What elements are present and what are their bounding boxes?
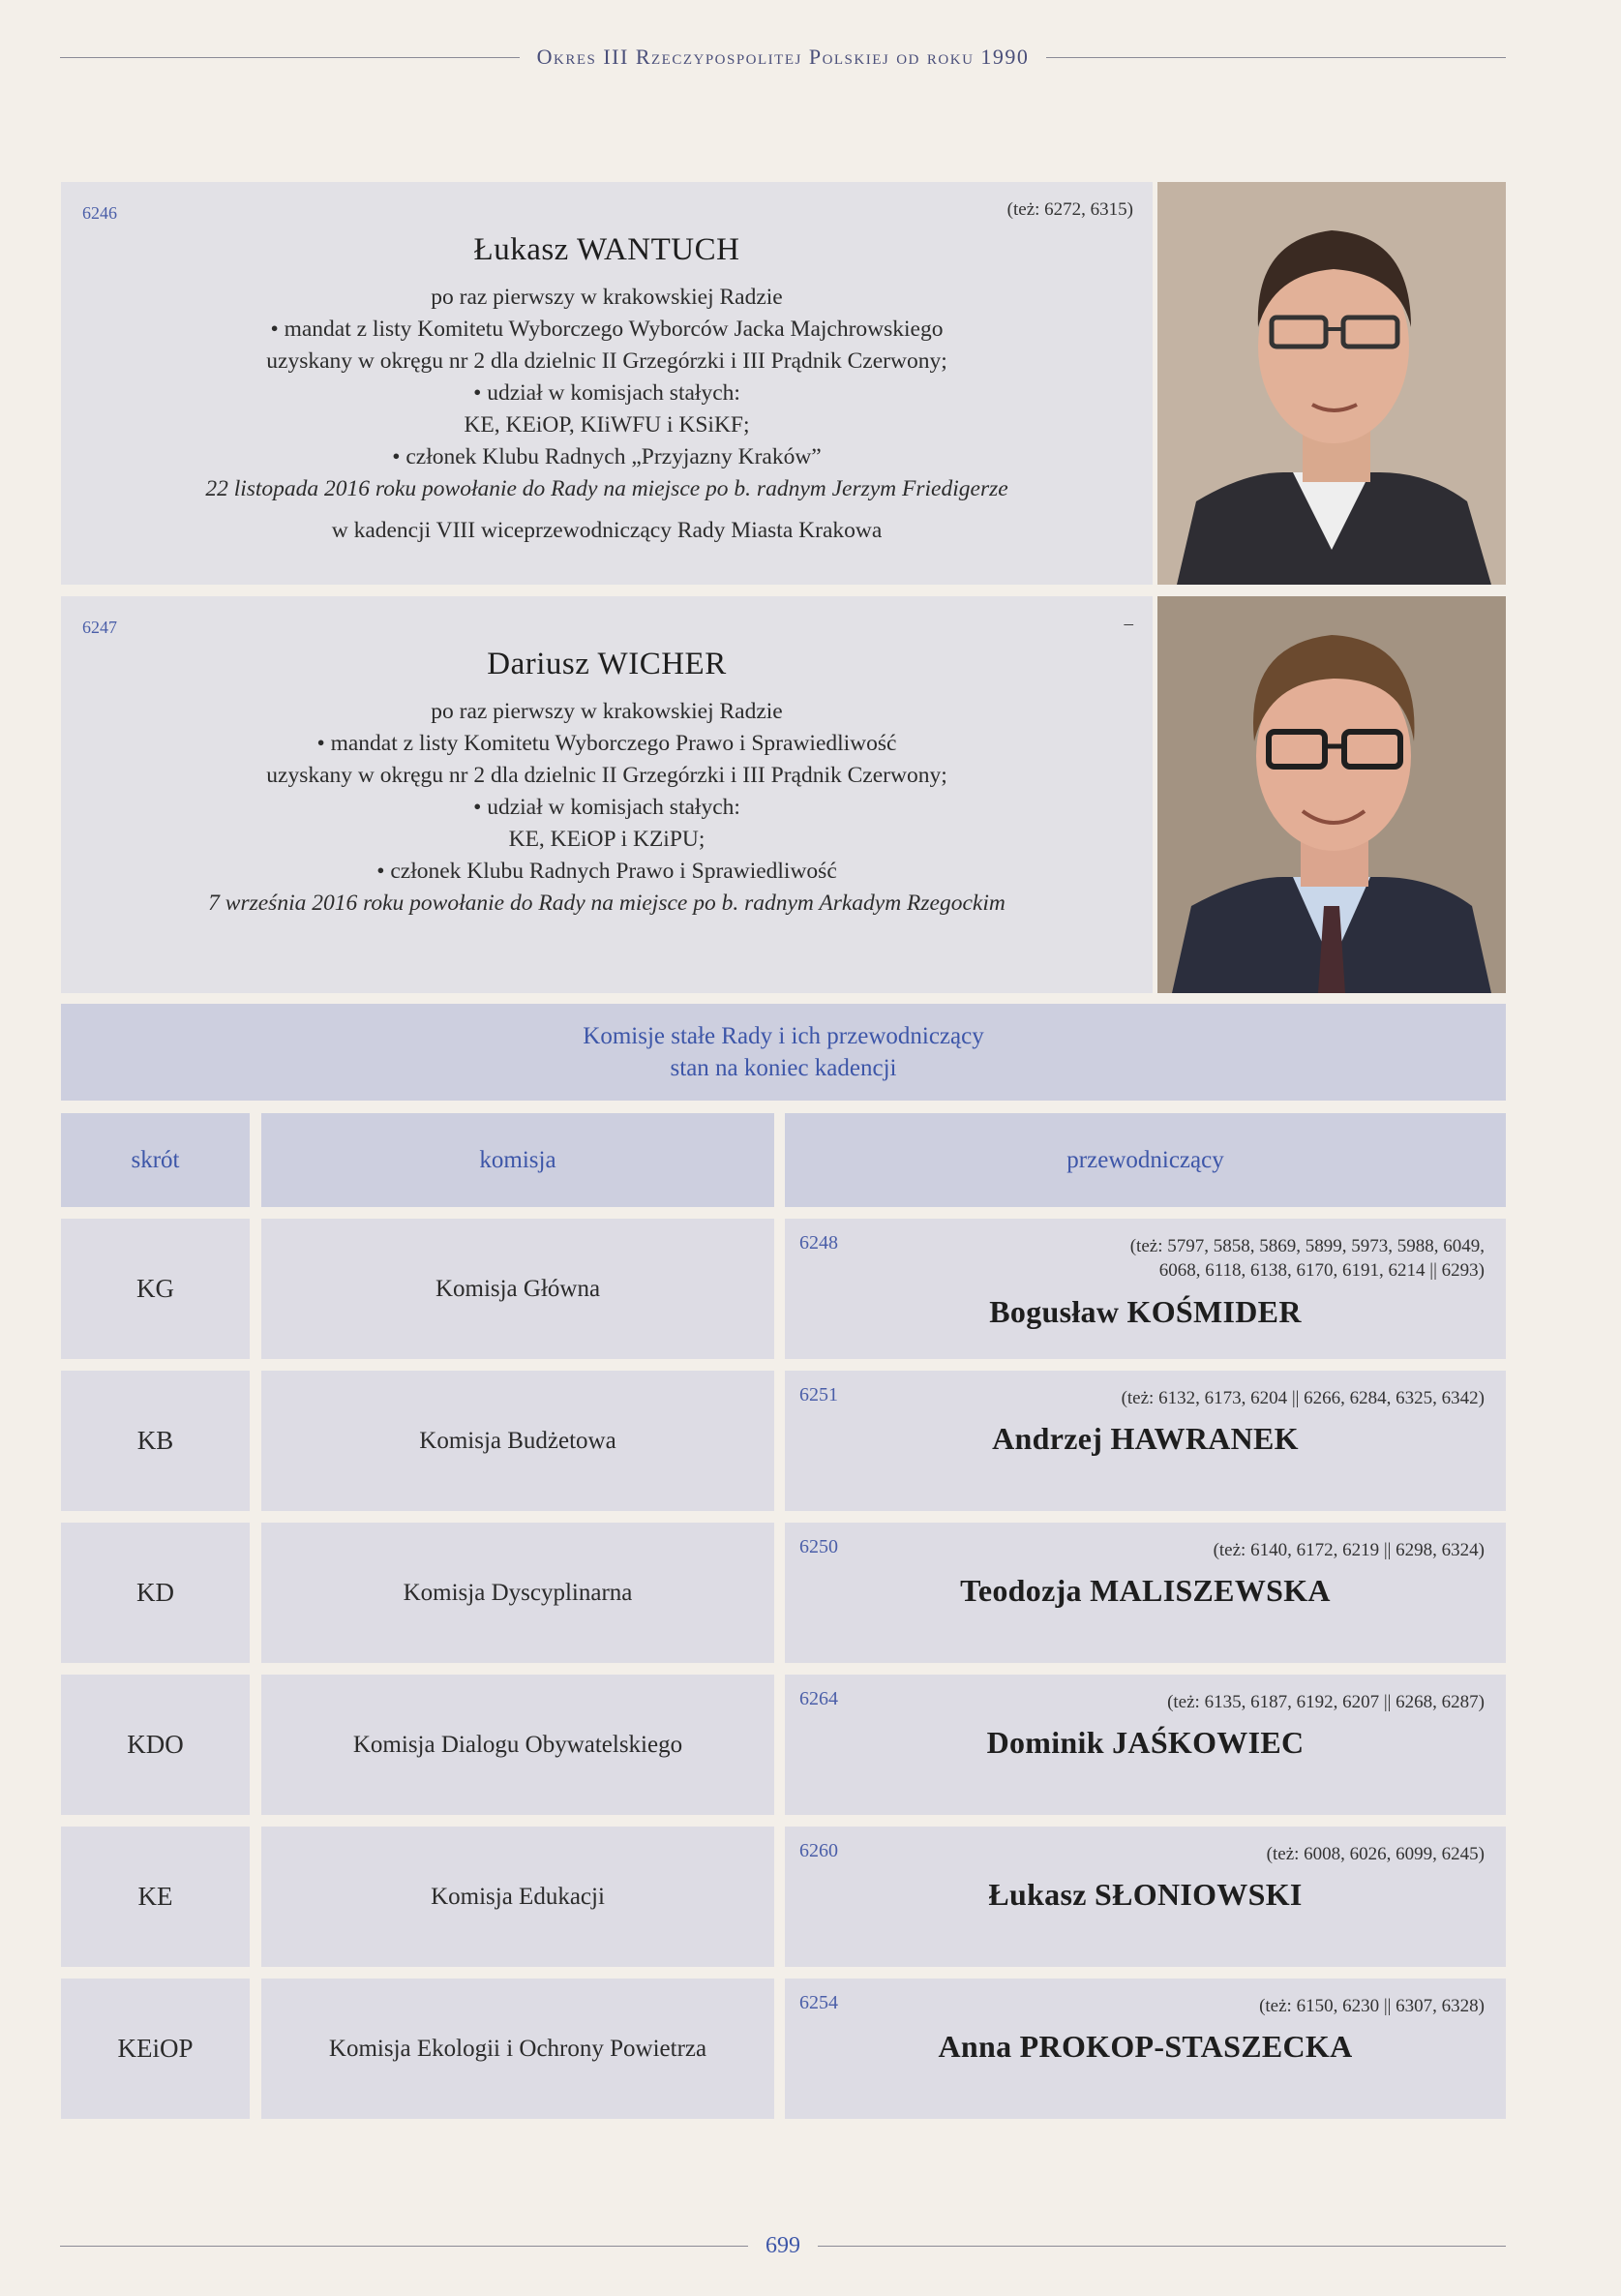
- chair-also-refs: (też: 6150, 6230 || 6307, 6328): [1259, 1996, 1485, 2016]
- person-line: uzyskany w okręgu nr 2 dla dzielnic II Grzegórzki i III Prądnik Czerwony;: [266, 348, 947, 374]
- chair-also-line: (też: 5797, 5858, 5869, 5899, 5973, 5988, 6049,: [1129, 1236, 1485, 1256]
- person-line: po raz pierwszy w krakowskiej Radzie: [431, 699, 783, 724]
- person-line: • udział w komisjach stałych:: [473, 795, 740, 820]
- chair-number: 6251: [799, 1384, 838, 1405]
- chair-also-refs: (też: 6135, 6187, 6192, 6207 || 6268, 6287): [1167, 1692, 1485, 1712]
- table-row-commission: Komisja Dialogu Obywatelskiego: [261, 1675, 774, 1815]
- chair-also-refs: (też: 6132, 6173, 6204 || 6266, 6284, 6325, 6342): [1121, 1388, 1485, 1408]
- table-subtitle: stan na koniec kadencji: [670, 1055, 897, 1081]
- person-number: 6247: [82, 618, 117, 637]
- column-header-chair: przewodniczący: [785, 1113, 1506, 1207]
- running-head: [60, 43, 1506, 72]
- chair-number: 6260: [799, 1840, 838, 1861]
- table-row-abbr: KE: [61, 1827, 250, 1967]
- person-name: Łukasz WANTUCH: [473, 232, 740, 267]
- person-line: • członek Klubu Radnych „Przyjazny Kraków”: [392, 444, 822, 469]
- person-line: • mandat z listy Komitetu Wyborczego Wyborców Jacka Majchrowskiego: [270, 317, 944, 342]
- person-name: Dariusz WICHER: [487, 647, 727, 681]
- chair-name: Dominik JAŚKOWIEC: [986, 1725, 1305, 1760]
- chair-also-refs: (też: 6140, 6172, 6219 || 6298, 6324): [1213, 1540, 1485, 1560]
- running-head-title: Okres III Rzeczypospolitej Polskiej od roku 1990: [536, 45, 1030, 69]
- table-row-abbr: KDO: [61, 1675, 250, 1815]
- person-line: uzyskany w okręgu nr 2 dla dzielnic II Grzegórzki i III Prądnik Czerwony;: [266, 763, 947, 788]
- table-row-abbr: KD: [61, 1523, 250, 1663]
- chair-number: 6250: [799, 1536, 838, 1557]
- table-row-chair: [785, 1979, 1506, 2119]
- person-also-refs: –: [1124, 614, 1133, 634]
- portrait-photo-wantuch: [1157, 182, 1506, 585]
- table-row-commission: Komisja Edukacji: [261, 1827, 774, 1967]
- person-appointment-note: 22 listopada 2016 roku powołanie do Rady na miejsce po b. radnym Jerzym Friedigerze: [205, 476, 1008, 501]
- chair-number: 6264: [799, 1688, 838, 1709]
- table-row-chair: [785, 1371, 1506, 1511]
- person-line: • mandat z listy Komitetu Wyborczego Prawo i Sprawiedliwość: [316, 731, 897, 756]
- chair-name: Teodozja MALISZEWSKA: [960, 1573, 1331, 1608]
- header-rule-right: [1046, 57, 1506, 58]
- table-row-commission: Komisja Ekologii i Ochrony Powietrza: [261, 1979, 774, 2119]
- column-header-abbr: skrót: [61, 1113, 250, 1207]
- table-row-chair: [785, 1523, 1506, 1663]
- chair-number: 6254: [799, 1992, 838, 2013]
- chair-name: Andrzej HAWRANEK: [992, 1421, 1299, 1456]
- person-line: KE, KEiOP i KZiPU;: [508, 827, 705, 852]
- table-row-commission: Komisja Dyscyplinarna: [261, 1523, 774, 1663]
- person-entry-wantuch: [61, 182, 1153, 585]
- person-body: [61, 232, 1153, 547]
- chair-name: Anna PROKOP-STASZECKA: [938, 2029, 1353, 2064]
- header-rule-left: [60, 57, 520, 58]
- person-line: KE, KEiOP, KIiWFU i KSiKF;: [464, 412, 750, 438]
- table-row-commission: Komisja Główna: [261, 1219, 774, 1359]
- table-row-abbr: KG: [61, 1219, 250, 1359]
- table-title: Komisje stałe Rady i ich przewodniczący: [583, 1023, 984, 1049]
- page-number: 699: [765, 2232, 800, 2258]
- person-line: • udział w komisjach stałych:: [473, 380, 740, 406]
- portrait-photo-wicher: [1157, 596, 1506, 993]
- chair-also-refs: (też: 6008, 6026, 6099, 6245): [1266, 1844, 1485, 1864]
- chair-number: 6248: [799, 1232, 838, 1254]
- table-row-abbr: KB: [61, 1371, 250, 1511]
- person-appointment-note: 7 września 2016 roku powołanie do Rady na miejsce po b. radnym Arkadym Rzegockim: [208, 891, 1006, 916]
- person-also-refs: (też: 6272, 6315): [1006, 199, 1133, 220]
- page-footer: [60, 2226, 1506, 2265]
- person-entry-wicher: [61, 596, 1153, 993]
- footer-rule-right: [818, 2246, 1506, 2247]
- table-title-banner: [61, 1004, 1506, 1101]
- table-row-chair: [785, 1827, 1506, 1967]
- column-header-commission: komisja: [261, 1113, 774, 1207]
- footer-rule-left: [60, 2246, 748, 2247]
- person-line: • członek Klubu Radnych Prawo i Sprawiedliwość: [376, 859, 837, 884]
- chair-also-refs: [1130, 1234, 1485, 1283]
- chair-name: Bogusław KOŚMIDER: [989, 1294, 1302, 1329]
- table-row-chair: [785, 1219, 1506, 1359]
- chair-name: Łukasz SŁONIOWSKI: [988, 1877, 1303, 1912]
- person-number: 6246: [82, 203, 117, 223]
- table-row-chair: [785, 1675, 1506, 1815]
- person-extra-note: w kadencji VIII wiceprzewodniczący Rady Miasta Krakowa: [331, 518, 883, 543]
- chair-also-line: 6068, 6118, 6138, 6170, 6191, 6214 || 6293): [1158, 1260, 1485, 1281]
- person-body: [61, 647, 1153, 920]
- person-line: po raz pierwszy w krakowskiej Radzie: [431, 285, 783, 310]
- table-row-commission: Komisja Budżetowa: [261, 1371, 774, 1511]
- table-row-abbr: KEiOP: [61, 1979, 250, 2119]
